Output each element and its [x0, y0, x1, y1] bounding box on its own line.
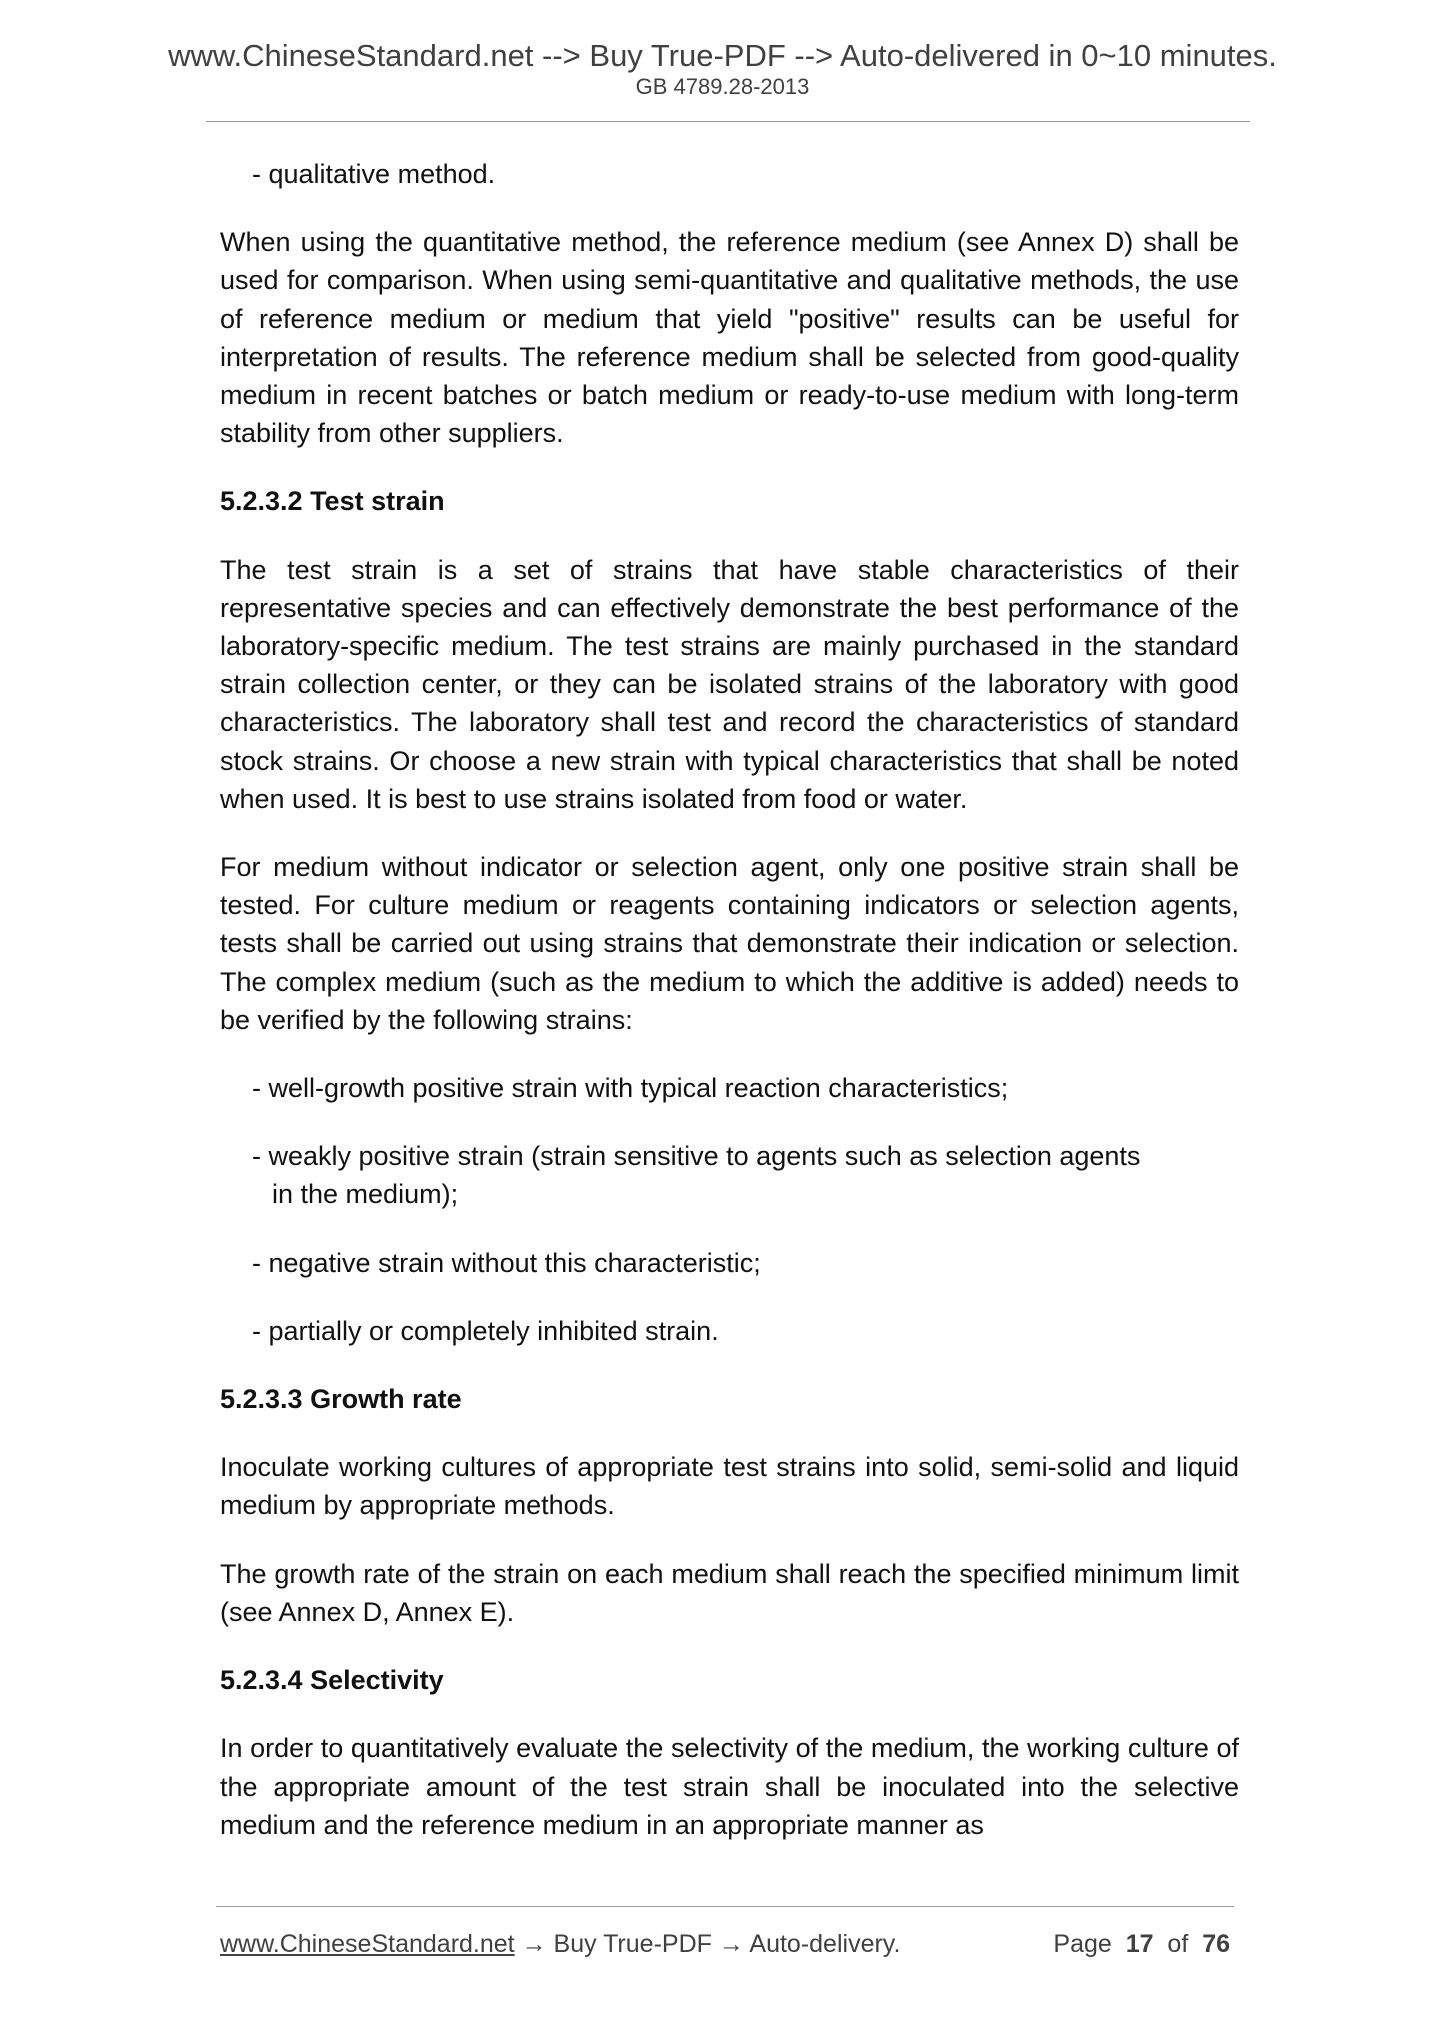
paragraph: For medium without indicator or selection agent, only one positive strain shall be tested. For culture medium or reagents containing indicators or selection agents, tests shall be carried out using strains that demonstrate their indication or selection. The complex medium (such as the medium to which the additive is added) needs to be verified by the following strains: — [220, 852, 1239, 1035]
page-indicator — [1053, 1926, 1230, 1962]
paragraph: In order to quantitatively evaluate the selectivity of the medium, the working culture of the appropriate amount of the test strain shall be inoculated into the selective medium and the reference medium in an appropriate manner as — [220, 1733, 1239, 1840]
page-number: 17 — [1125, 1930, 1154, 1958]
document-body — [220, 155, 1239, 1874]
paragraph: The growth rate of the strain on each medium shall reach the specified minimum limit (see Annex D, Annex E). — [220, 1558, 1239, 1627]
list-item — [220, 1137, 1239, 1213]
of-label: of — [1167, 1930, 1189, 1958]
footer-divider — [216, 1906, 1234, 1907]
footer-links — [220, 1926, 900, 1962]
footer-tagline: → Buy True-PDF → Auto-delivery. — [514, 1930, 901, 1958]
section-heading: 5.2.3.2 Test strain — [220, 486, 445, 517]
site-banner: www.ChineseStandard.net --> Buy True-PDF --> Auto-delivered in 0~10 minutes. — [168, 38, 1277, 73]
paragraph: The test strain is a set of strains that have stable characteristics of their representative species and can effectively demonstrate the best performance of the laboratory-specific medium. The test strains are mainly purchased in the standard strain collection center, or they can be isolated strains of the laboratory with good characteristics. The laboratory shall test and record the characteristics of standard stock strains. Or choose a new strain with typical characteristics that shall be noted when used. It is best to use strains isolated from food or water. — [220, 554, 1239, 814]
document-id: GB 4789.28-2013 — [635, 74, 810, 99]
list-item: - partially or completely inhibited strain. — [252, 1315, 719, 1346]
header-divider — [206, 121, 1250, 122]
section-heading: 5.2.3.4 Selectivity — [220, 1665, 444, 1696]
list-item: - qualitative method. — [252, 159, 496, 189]
list-item: - negative strain without this characteristic; — [252, 1247, 761, 1278]
list-item-continuation: in the medium); — [272, 1179, 459, 1210]
page-footer — [220, 1926, 1230, 1962]
site-link[interactable]: www.ChineseStandard.net — [220, 1930, 515, 1958]
paragraph: When using the quantitative method, the reference medium (see Annex D) shall be used for comparison. When using semi-quantitative and qualitative methods, the use of reference medium or medium that yield "positive" results can be useful for interpretation of results. The reference medium shall be selected from good-quality medium in recent batches or batch medium or ready-to-use medium with long-term stability from other suppliers. — [220, 227, 1239, 449]
page-total: 76 — [1202, 1930, 1230, 1958]
paragraph: Inoculate working cultures of appropriate test strains into solid, semi-solid and liquid medium by appropriate methods. — [220, 1452, 1239, 1521]
list-item-text: - weakly positive strain (strain sensitive to agents such as selection agents — [252, 1141, 1141, 1172]
page-label: Page — [1053, 1930, 1112, 1958]
list-item: - well-growth positive strain with typical reaction characteristics; — [252, 1073, 1009, 1104]
section-heading: 5.2.3.3 Growth rate — [220, 1384, 462, 1415]
